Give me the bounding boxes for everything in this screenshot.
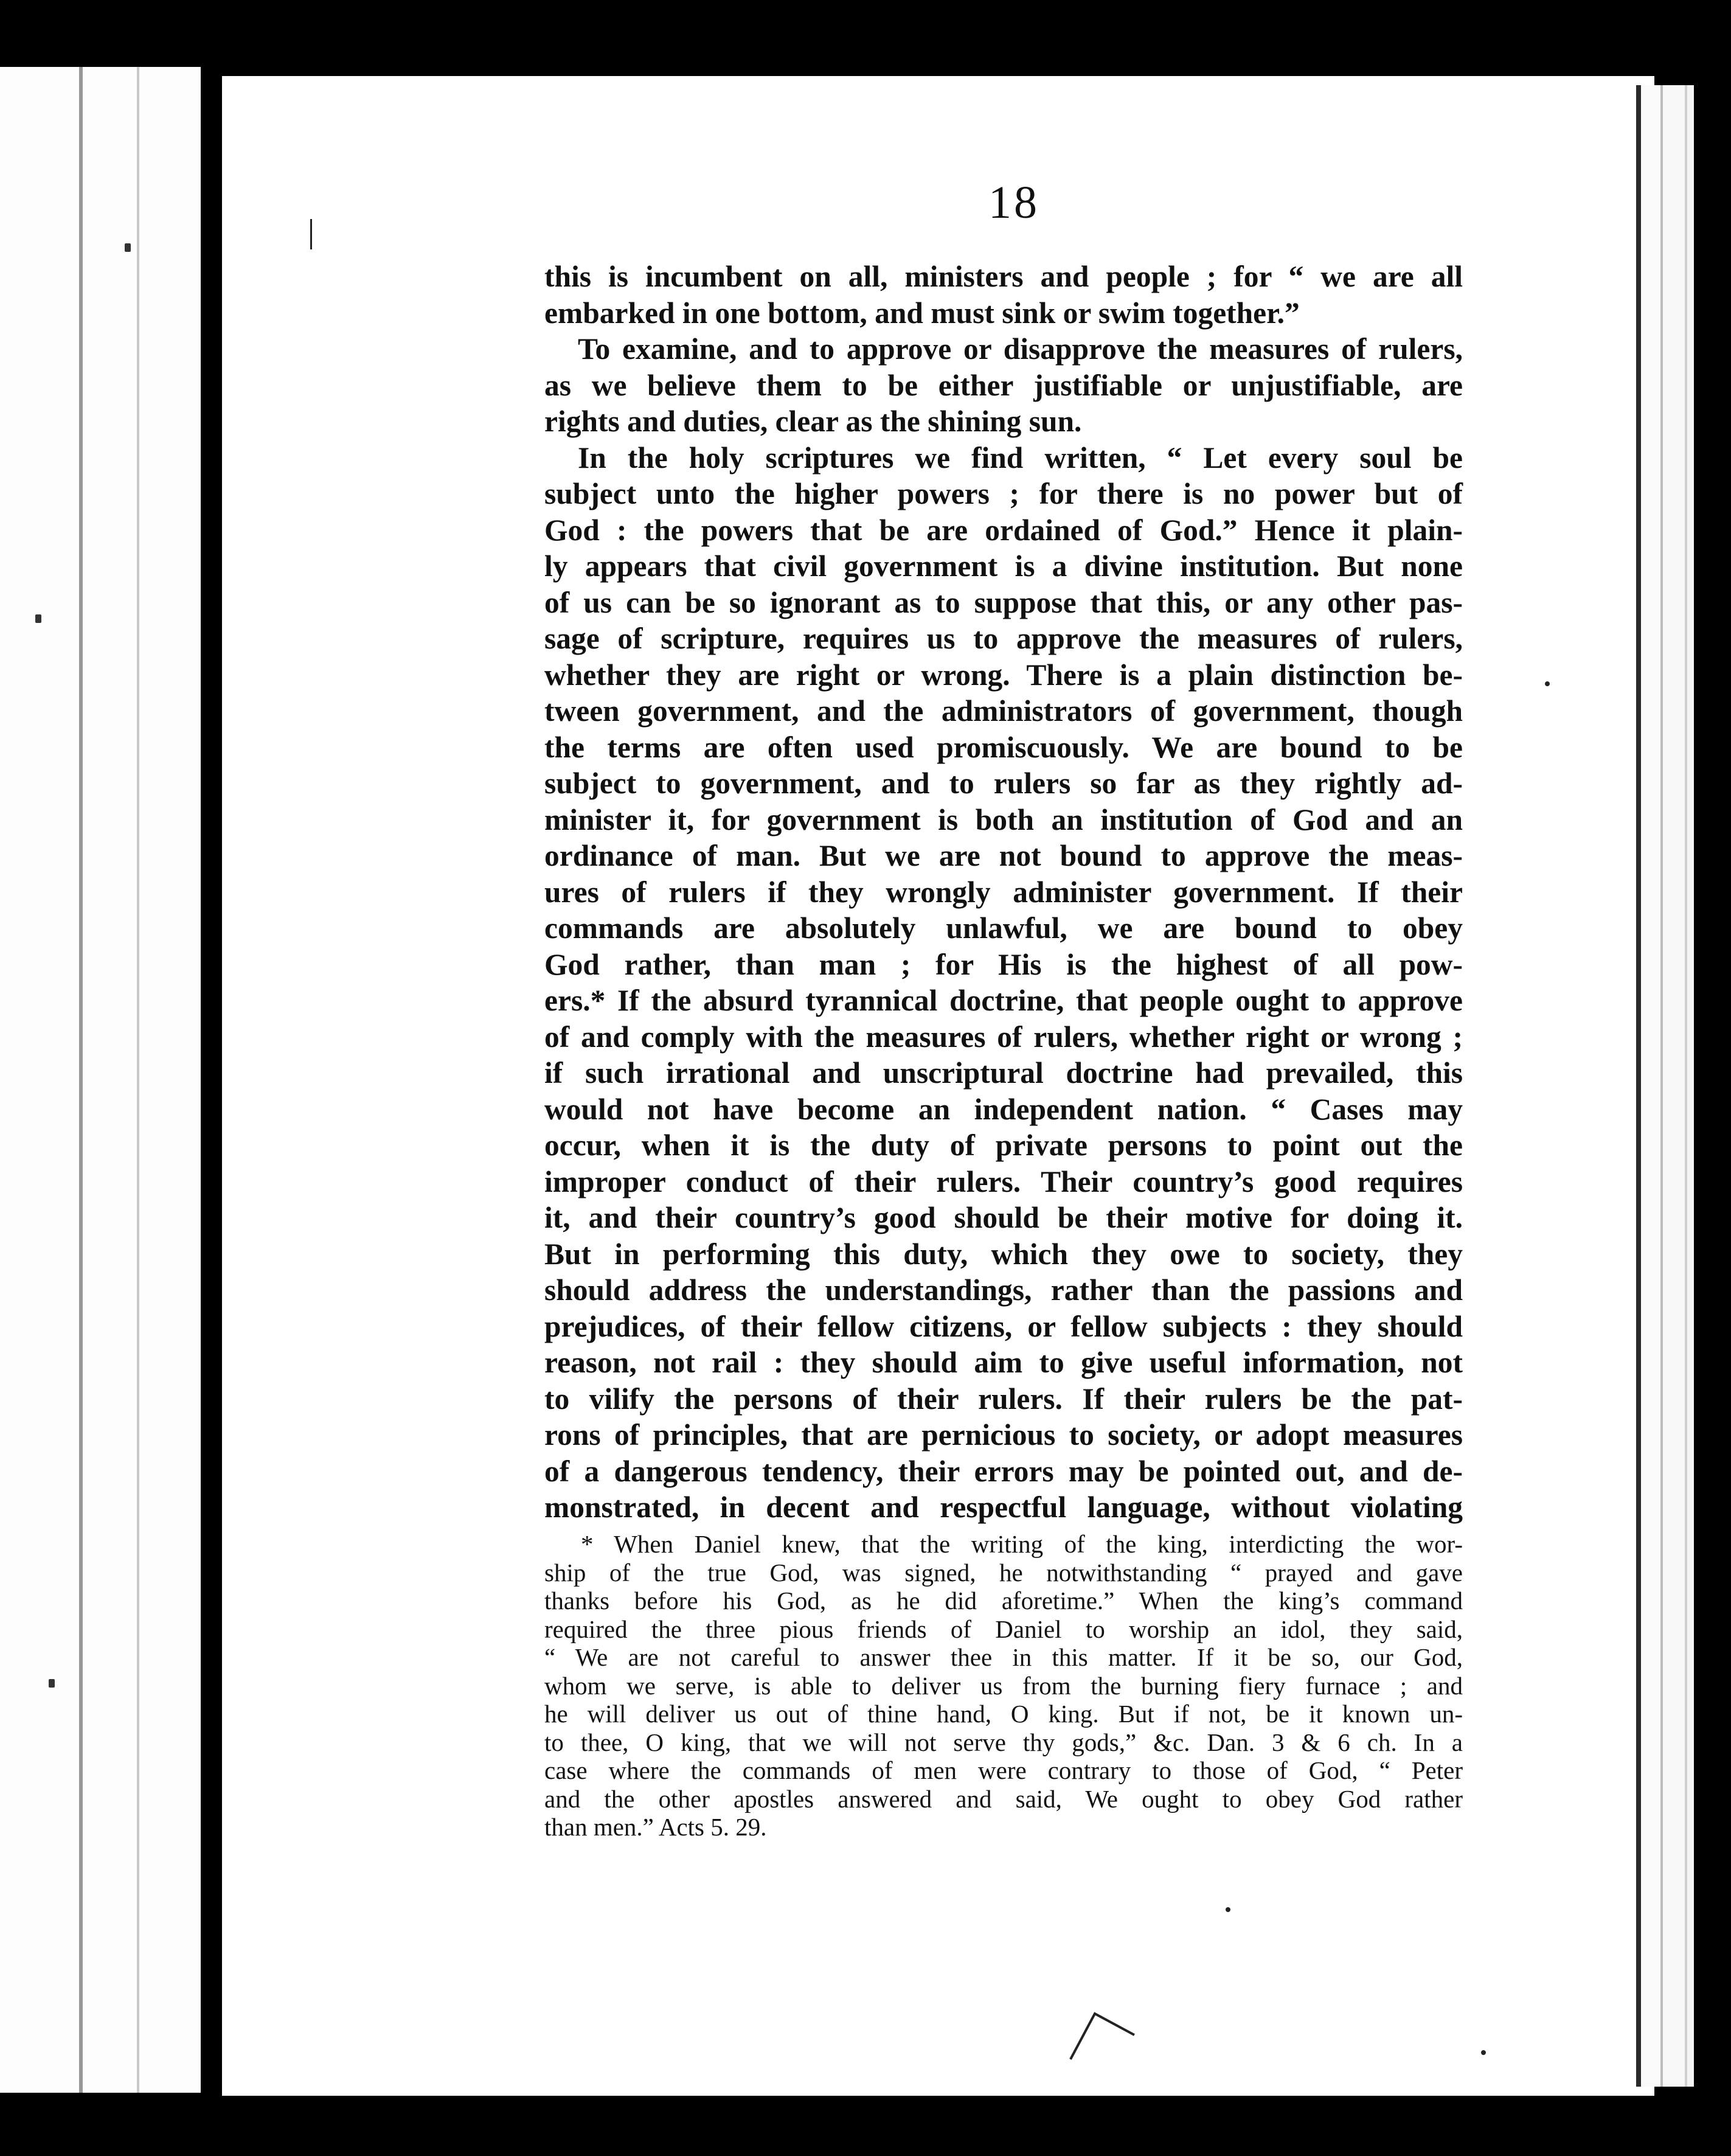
page-speck (310, 219, 312, 249)
body-line: it, and their country’s good should be their motive for doing it. (544, 1201, 1463, 1234)
body-line: as we believe them to be either justifiable or unjustifiable, are (544, 368, 1463, 402)
body-line: ures of rulers if they wrongly administer government. If their (544, 875, 1463, 909)
body-line: God rather, than man ; for His is the highest of all pow- (544, 947, 1463, 981)
body-line: of a dangerous tendency, their errors may be pointed out, and de- (544, 1454, 1463, 1488)
facing-page-speck (49, 1679, 55, 1688)
body-line: of us can be so ignorant as to suppose that this, or any other pas- (544, 585, 1463, 619)
footnote-line: he will deliver us out of thine hand, O king. But if not, be it known un- (544, 1700, 1463, 1728)
facing-page-speck (125, 243, 131, 252)
body-line: occur, when it is the duty of private persons to point out the (544, 1128, 1463, 1162)
footnote-line: case where the commands of men were contrary to those of God, “ Peter (544, 1756, 1463, 1784)
facing-page-gutter-line (79, 67, 83, 2093)
body-line: if such irrational and unscriptural doctrine had prevailed, this (544, 1056, 1463, 1090)
pencil-mark (1061, 1998, 1146, 2065)
footnote-line: and the other apostles answered and said, We ought to obey God rather (544, 1784, 1463, 1813)
footnote (544, 1530, 1463, 1841)
body-line: subject to government, and to rulers so far as they rightly ad- (544, 767, 1463, 800)
page-speck (1226, 1907, 1230, 1912)
body-line: In the holy scriptures we find written, “ Let every soul be (578, 440, 1463, 475)
body-line: sage of scripture, requires us to approve the measures of rulers, (544, 622, 1463, 655)
body-line: improper conduct of their rulers. Their country’s good requires (544, 1164, 1463, 1198)
body-line: should address the understandings, rather than the passions and (544, 1273, 1463, 1307)
body-line: to vilify the persons of their rulers. If their rulers be the pat- (544, 1382, 1463, 1416)
body-line: tween government, and the administrators of government, though (544, 694, 1463, 728)
facing-page-speck (35, 614, 41, 623)
footnote-line: ship of the true God, was signed, he notwithstanding “ prayed and gave (544, 1558, 1463, 1587)
page-number: 18 (988, 177, 1039, 228)
body-line: commands are absolutely unlawful, we are bound to obey (544, 911, 1463, 945)
body-line: rons of principles, that are pernicious to society, or adopt measures (544, 1418, 1463, 1452)
page-speck (1545, 681, 1550, 686)
body-line: embarked in one bottom, and must sink or swim together.” (544, 296, 1300, 330)
body-line: minister it, for government is both an institution of God and an (544, 802, 1463, 836)
page-edge-stack (1636, 85, 1694, 2087)
body-line: To examine, and to approve or disapprove the measures of rulers, (578, 332, 1463, 366)
body-line: ers.* If the absurd tyrannical doctrine, that people ought to approve (544, 984, 1463, 1017)
body-line: But in performing this duty, which they owe to society, they (544, 1237, 1463, 1271)
facing-page (0, 67, 201, 2093)
page-speck (1481, 2050, 1486, 2055)
body-line: God : the powers that be are ordained of God.” Hence it plain- (544, 513, 1463, 547)
body-line: this is incumbent on all, ministers and people ; for “ we are all (544, 260, 1463, 293)
body-line: whether they are right or wrong. There is a plain distinction be- (544, 658, 1463, 692)
body-line: would not have become an independent nation. “ Cases may (544, 1092, 1463, 1126)
body-line: ly appears that civil government is a divine institution. But none (544, 549, 1463, 583)
footnote-line: to thee, O king, that we will not serve thy gods,” &c. Dan. 3 & 6 ch. In a (544, 1728, 1463, 1756)
facing-page-margin-line (137, 67, 139, 2093)
footnote-line: thanks before his God, as he did aforetime.” When the king’s command (544, 1587, 1463, 1615)
body-line: prejudices, of their fellow citizens, or fellow subjects : they should (544, 1309, 1463, 1343)
body-line: monstrated, in decent and respectful language, without violating (544, 1490, 1463, 1524)
footnote-line: than men.” Acts 5. 29. (544, 1813, 767, 1841)
footnote-line: whom we serve, is able to deliver us from the burning fiery furnace ; and (544, 1671, 1463, 1700)
body-line: rights and duties, clear as the shining sun. (544, 405, 1082, 438)
footnote-line: “ We are not careful to answer thee in this matter. If it be so, our God, (544, 1643, 1463, 1671)
body-line: ordinance of man. But we are not bound to approve the meas- (544, 839, 1463, 872)
footnote-line: required the three pious friends of Daniel to worship an idol, they said, (544, 1615, 1463, 1643)
body-line: the terms are often used promiscuously. We are bound to be (544, 730, 1463, 764)
body-line: reason, not rail : they should aim to give useful information, not (544, 1346, 1463, 1379)
footnote-line: * When Daniel knew, that the writing of the king, interdicting the wor- (581, 1530, 1463, 1558)
body-line: of and comply with the measures of rulers, whether right or wrong ; (544, 1020, 1463, 1054)
body-line: subject unto the higher powers ; for there is no power but of (544, 477, 1463, 510)
body-text (544, 259, 1463, 1526)
